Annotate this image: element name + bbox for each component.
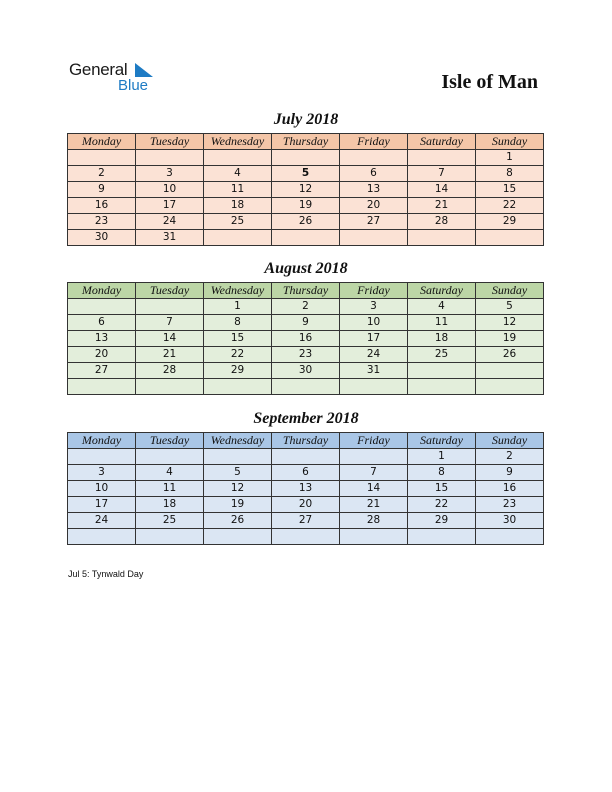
day-cell bbox=[136, 299, 204, 315]
day-cell: 30 bbox=[476, 513, 544, 529]
logo-blue-text: Blue bbox=[118, 77, 149, 94]
day-cell: 13 bbox=[340, 182, 408, 198]
week-row bbox=[68, 465, 544, 481]
day-cell: 30 bbox=[272, 363, 340, 379]
day-cell: 10 bbox=[136, 182, 204, 198]
day-cell: 18 bbox=[136, 497, 204, 513]
calendar-table bbox=[67, 432, 544, 545]
day-cell bbox=[408, 529, 476, 545]
day-cell: 20 bbox=[68, 347, 136, 363]
day-cell: 14 bbox=[408, 182, 476, 198]
day-cell: 8 bbox=[408, 465, 476, 481]
weekday-header: Wednesday bbox=[204, 283, 272, 299]
week-row bbox=[68, 331, 544, 347]
day-cell: 17 bbox=[340, 331, 408, 347]
week-row bbox=[68, 347, 544, 363]
day-cell bbox=[204, 529, 272, 545]
day-cell: 5 bbox=[204, 465, 272, 481]
day-cell: 12 bbox=[476, 315, 544, 331]
day-cell: 22 bbox=[476, 198, 544, 214]
day-cell: 4 bbox=[136, 465, 204, 481]
day-cell: 16 bbox=[68, 198, 136, 214]
week-row bbox=[68, 497, 544, 513]
day-cell: 2 bbox=[272, 299, 340, 315]
weekday-header: Sunday bbox=[476, 134, 544, 150]
calendar-table bbox=[67, 133, 544, 246]
month-title: August 2018 bbox=[264, 260, 348, 277]
day-cell: 25 bbox=[204, 214, 272, 230]
weekday-header: Wednesday bbox=[204, 134, 272, 150]
week-row bbox=[68, 214, 544, 230]
weekday-header: Saturday bbox=[408, 134, 476, 150]
week-row bbox=[68, 481, 544, 497]
day-cell: 7 bbox=[408, 166, 476, 182]
day-cell: 8 bbox=[204, 315, 272, 331]
week-row bbox=[68, 363, 544, 379]
weekday-header: Friday bbox=[340, 433, 408, 449]
day-cell bbox=[204, 150, 272, 166]
day-cell: 5 bbox=[476, 299, 544, 315]
day-cell: 27 bbox=[340, 214, 408, 230]
weekday-header-row bbox=[68, 283, 544, 299]
logo bbox=[69, 60, 169, 96]
week-row bbox=[68, 449, 544, 465]
day-cell bbox=[204, 379, 272, 395]
weekday-header: Tuesday bbox=[136, 283, 204, 299]
day-cell bbox=[136, 449, 204, 465]
day-cell bbox=[340, 379, 408, 395]
week-row bbox=[68, 198, 544, 214]
day-cell: 9 bbox=[68, 182, 136, 198]
week-row bbox=[68, 379, 544, 395]
day-cell: 24 bbox=[136, 214, 204, 230]
day-cell: 20 bbox=[340, 198, 408, 214]
day-cell bbox=[272, 529, 340, 545]
weekday-header: Wednesday bbox=[204, 433, 272, 449]
logo-triangle-icon bbox=[135, 63, 153, 77]
weekday-header: Thursday bbox=[272, 433, 340, 449]
day-cell: 27 bbox=[68, 363, 136, 379]
day-cell: 26 bbox=[272, 214, 340, 230]
day-cell: 15 bbox=[476, 182, 544, 198]
day-cell: 16 bbox=[272, 331, 340, 347]
day-cell: 12 bbox=[272, 182, 340, 198]
day-cell bbox=[68, 299, 136, 315]
weekday-header: Friday bbox=[340, 134, 408, 150]
logo-general-text: General bbox=[69, 60, 128, 79]
day-cell: 23 bbox=[272, 347, 340, 363]
day-cell: 14 bbox=[340, 481, 408, 497]
day-cell: 23 bbox=[476, 497, 544, 513]
weekday-header: Friday bbox=[340, 283, 408, 299]
weekday-header: Monday bbox=[68, 134, 136, 150]
day-cell: 3 bbox=[136, 166, 204, 182]
day-cell: 19 bbox=[204, 497, 272, 513]
day-cell bbox=[272, 449, 340, 465]
week-row bbox=[68, 230, 544, 246]
day-cell: 29 bbox=[204, 363, 272, 379]
day-cell: 4 bbox=[408, 299, 476, 315]
day-cell: 22 bbox=[204, 347, 272, 363]
day-cell: 20 bbox=[272, 497, 340, 513]
weekday-header: Tuesday bbox=[136, 134, 204, 150]
day-cell: 23 bbox=[68, 214, 136, 230]
day-cell bbox=[272, 230, 340, 246]
day-cell: 28 bbox=[408, 214, 476, 230]
day-cell bbox=[272, 379, 340, 395]
day-cell: 30 bbox=[68, 230, 136, 246]
day-cell bbox=[476, 529, 544, 545]
day-cell: 12 bbox=[204, 481, 272, 497]
day-cell bbox=[340, 230, 408, 246]
day-cell: 27 bbox=[272, 513, 340, 529]
day-cell bbox=[68, 379, 136, 395]
day-cell bbox=[408, 230, 476, 246]
week-row bbox=[68, 299, 544, 315]
day-cell: 9 bbox=[272, 315, 340, 331]
day-cell: 19 bbox=[272, 198, 340, 214]
day-cell: 25 bbox=[136, 513, 204, 529]
weekday-header-row bbox=[68, 433, 544, 449]
day-cell: 13 bbox=[68, 331, 136, 347]
day-cell: 28 bbox=[136, 363, 204, 379]
weekday-header: Monday bbox=[68, 283, 136, 299]
day-cell: 17 bbox=[68, 497, 136, 513]
day-cell bbox=[476, 230, 544, 246]
day-cell bbox=[408, 379, 476, 395]
day-cell: 6 bbox=[68, 315, 136, 331]
day-cell: 17 bbox=[136, 198, 204, 214]
day-cell: 9 bbox=[476, 465, 544, 481]
day-cell: 24 bbox=[68, 513, 136, 529]
weekday-header: Thursday bbox=[272, 134, 340, 150]
day-cell: 26 bbox=[204, 513, 272, 529]
day-cell: 11 bbox=[408, 315, 476, 331]
weekday-header: Sunday bbox=[476, 283, 544, 299]
day-cell bbox=[340, 150, 408, 166]
calendar-table bbox=[67, 282, 544, 395]
day-cell: 2 bbox=[68, 166, 136, 182]
weekday-header: Thursday bbox=[272, 283, 340, 299]
week-row bbox=[68, 150, 544, 166]
day-cell: 28 bbox=[340, 513, 408, 529]
day-cell: 6 bbox=[272, 465, 340, 481]
day-cell: 26 bbox=[476, 347, 544, 363]
week-row bbox=[68, 529, 544, 545]
day-cell: 5 bbox=[272, 166, 340, 182]
day-cell: 16 bbox=[476, 481, 544, 497]
day-cell: 4 bbox=[204, 166, 272, 182]
day-cell: 1 bbox=[204, 299, 272, 315]
day-cell: 11 bbox=[136, 481, 204, 497]
day-cell bbox=[476, 363, 544, 379]
day-cell: 10 bbox=[68, 481, 136, 497]
day-cell: 8 bbox=[476, 166, 544, 182]
day-cell: 21 bbox=[408, 198, 476, 214]
day-cell bbox=[340, 529, 408, 545]
day-cell bbox=[68, 529, 136, 545]
day-cell: 15 bbox=[408, 481, 476, 497]
weekday-header: Sunday bbox=[476, 433, 544, 449]
day-cell: 25 bbox=[408, 347, 476, 363]
day-cell: 21 bbox=[340, 497, 408, 513]
weekday-header: Tuesday bbox=[136, 433, 204, 449]
day-cell: 18 bbox=[204, 198, 272, 214]
day-cell: 29 bbox=[408, 513, 476, 529]
day-cell: 22 bbox=[408, 497, 476, 513]
day-cell bbox=[204, 449, 272, 465]
day-cell: 31 bbox=[136, 230, 204, 246]
day-cell bbox=[136, 379, 204, 395]
day-cell: 1 bbox=[476, 150, 544, 166]
country-title: Isle of Man bbox=[441, 71, 538, 93]
day-cell bbox=[204, 230, 272, 246]
day-cell: 3 bbox=[340, 299, 408, 315]
day-cell: 14 bbox=[136, 331, 204, 347]
month-title: July 2018 bbox=[273, 111, 339, 128]
day-cell: 11 bbox=[204, 182, 272, 198]
day-cell: 1 bbox=[408, 449, 476, 465]
weekday-header: Monday bbox=[68, 433, 136, 449]
weekday-header-row bbox=[68, 134, 544, 150]
day-cell: 13 bbox=[272, 481, 340, 497]
day-cell: 24 bbox=[340, 347, 408, 363]
day-cell: 6 bbox=[340, 166, 408, 182]
day-cell: 15 bbox=[204, 331, 272, 347]
week-row bbox=[68, 315, 544, 331]
day-cell bbox=[68, 150, 136, 166]
day-cell: 29 bbox=[476, 214, 544, 230]
weekday-header: Saturday bbox=[408, 283, 476, 299]
day-cell: 7 bbox=[340, 465, 408, 481]
day-cell bbox=[136, 529, 204, 545]
day-cell: 7 bbox=[136, 315, 204, 331]
day-cell: 21 bbox=[136, 347, 204, 363]
weekday-header: Saturday bbox=[408, 433, 476, 449]
day-cell bbox=[272, 150, 340, 166]
day-cell bbox=[408, 150, 476, 166]
day-cell bbox=[68, 449, 136, 465]
day-cell: 18 bbox=[408, 331, 476, 347]
day-cell: 3 bbox=[68, 465, 136, 481]
week-row bbox=[68, 166, 544, 182]
day-cell bbox=[408, 363, 476, 379]
day-cell: 10 bbox=[340, 315, 408, 331]
day-cell: 31 bbox=[340, 363, 408, 379]
day-cell bbox=[340, 449, 408, 465]
day-cell: 19 bbox=[476, 331, 544, 347]
holiday-note: Jul 5: Tynwald Day bbox=[68, 569, 144, 579]
day-cell bbox=[476, 379, 544, 395]
week-row bbox=[68, 182, 544, 198]
day-cell: 2 bbox=[476, 449, 544, 465]
week-row bbox=[68, 513, 544, 529]
day-cell bbox=[136, 150, 204, 166]
month-title: September 2018 bbox=[253, 410, 359, 427]
